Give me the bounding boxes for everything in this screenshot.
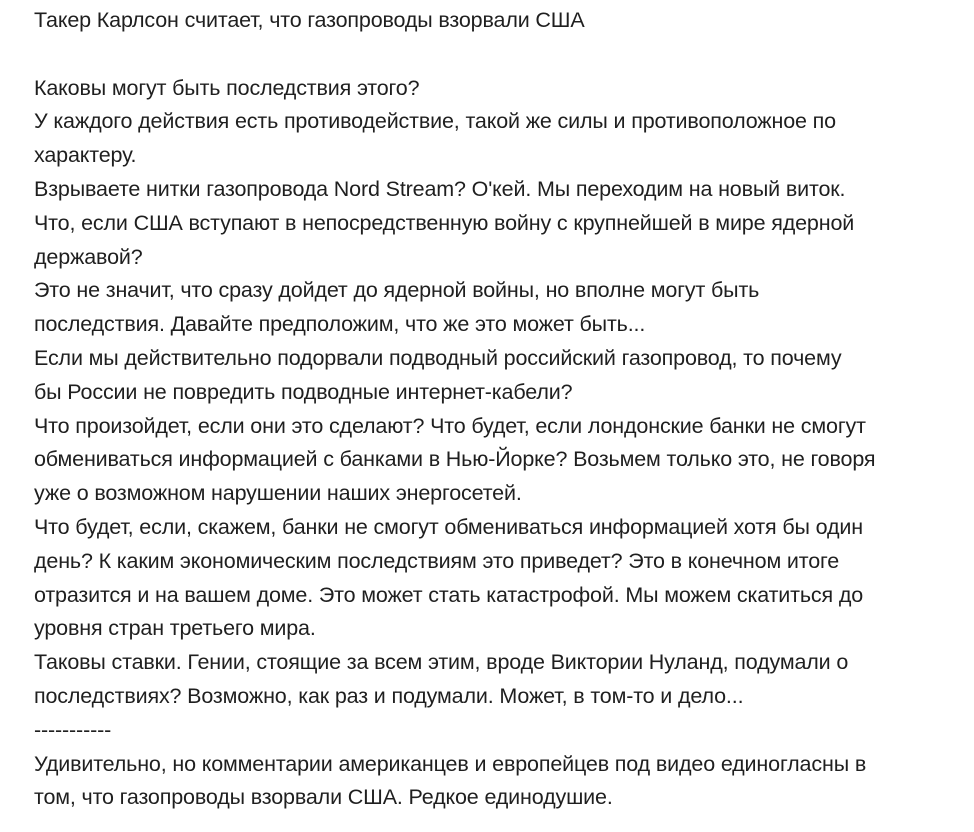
text-line: уровня стран третьего мира. — [34, 616, 316, 641]
text-line: характеру. — [34, 143, 137, 168]
text-line: державой? — [34, 244, 143, 269]
text-line: Что будет, если, скажем, банки не смогут обмениваться информацией хотя бы один — [34, 514, 863, 539]
text-line: Это не значит, что сразу дойдет до ядерной войны, но вполне могут быть — [34, 278, 760, 303]
text-line: Если мы действительно подорвали подводный российский газопровод, то почему — [34, 345, 842, 370]
text-line: отразится и на вашем доме. Это может стать катастрофой. Мы можем скатиться до — [34, 582, 864, 607]
text-line: день? К каким экономическим последствиям это приведет? Это в конечном итоге — [34, 548, 840, 573]
text-line: Взрываете нитки газопровода Nord Stream? О'кей. Мы переходим на новый виток. — [34, 176, 846, 201]
text-line: У каждого действия есть противодействие, такой же силы и противоположное по — [34, 109, 836, 134]
text-line: Что произойдет, если они это сделают? Что будет, если лондонские банки не смогут — [34, 413, 866, 438]
text-line: Что, если США вступают в непосредственную войну с крупнейшей в мире ядерной — [34, 210, 855, 235]
text-line: Таковы ставки. Гении, стоящие за всем этим, вроде Виктории Нуланд, подумали о — [34, 650, 849, 675]
post-text — [34, 4, 954, 815]
text-line: бы России не повредить подводные интернет-кабели? — [34, 379, 573, 404]
text-line: последствиях? Возможно, как раз и подумали. Может, в том-то и дело... — [34, 683, 744, 708]
text-line: Каковы могут быть последствия этого? — [34, 75, 420, 100]
text-line: том, что газопроводы взорвали США. Редкое единодушие. — [34, 785, 613, 810]
separator-line: ----------- — [34, 717, 112, 742]
text-line: обмениваться информацией с банками в Нью-Йорке? Возьмем только это, не говоря — [34, 447, 876, 472]
text-line: уже о возможном нарушении наших энергосетей. — [34, 481, 522, 506]
text-line: Удивительно, но комментарии американцев и европейцев под видео единогласны в — [34, 751, 867, 776]
text-line: последствия. Давайте предположим, что же это может быть... — [34, 312, 646, 337]
blank-line — [34, 38, 954, 72]
post-title: Такер Карлсон считает, что газопроводы взорвали США — [34, 8, 585, 32]
